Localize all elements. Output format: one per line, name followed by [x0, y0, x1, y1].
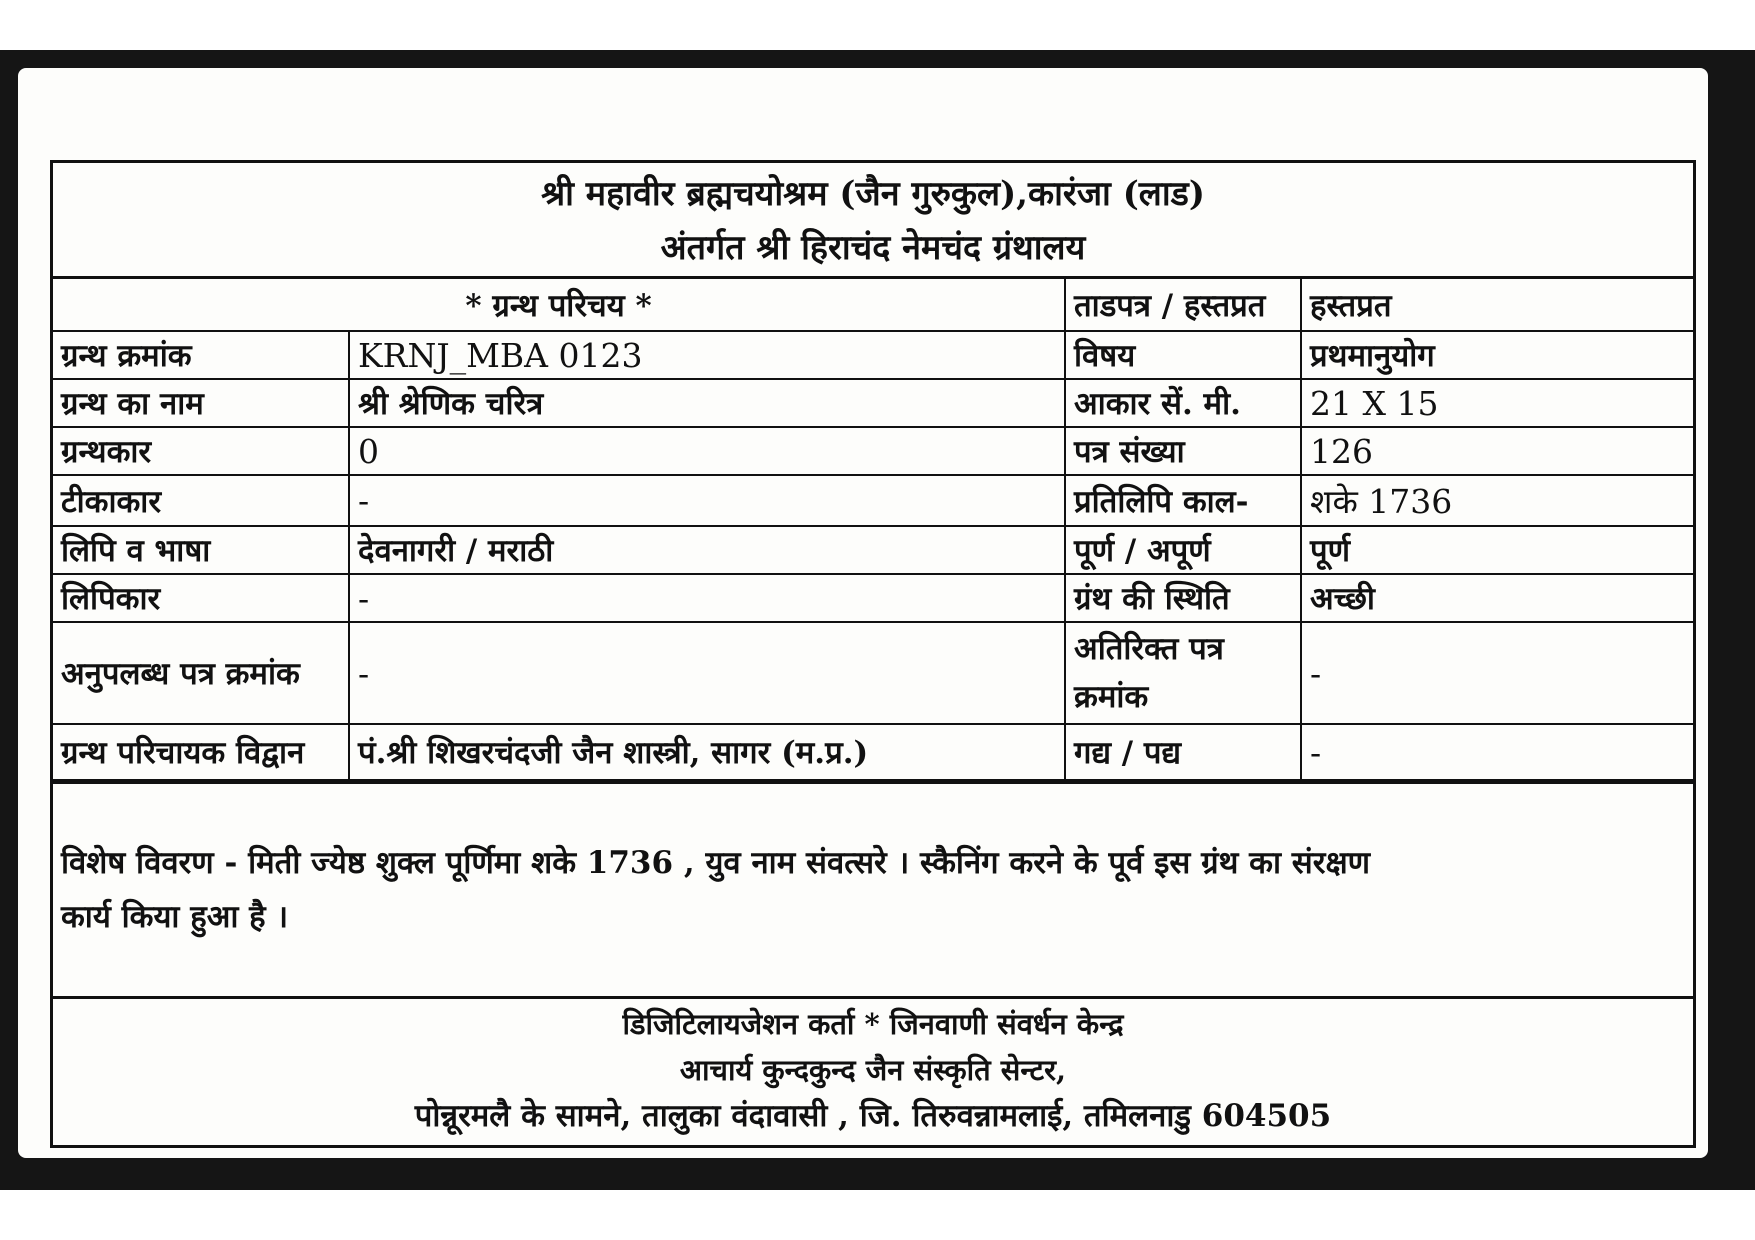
- table-row: [53, 331, 1693, 379]
- scholar-value: पं.श्री शिखरचंदजी जैन शास्त्री, सागर (म.प्र.): [349, 724, 1065, 780]
- info-table: [53, 279, 1693, 781]
- prose-verse-value: -: [1301, 724, 1693, 780]
- table-row: [53, 622, 1693, 724]
- type-label: ताडपत्र / हस्तप्रत: [1065, 279, 1301, 331]
- field-label: ग्रन्थ क्रमांक: [53, 331, 349, 379]
- scholar-label: ग्रन्थ परिचायक विद्वान: [53, 724, 349, 780]
- field-label: लिपि व भाषा: [53, 526, 349, 574]
- field-label: ग्रंथ की स्थिति: [1065, 574, 1301, 622]
- field-value: -: [349, 574, 1065, 622]
- extra-pages-label: [1065, 622, 1301, 724]
- digitization-footer: [53, 999, 1693, 1139]
- table-row: [53, 574, 1693, 622]
- document-header: [53, 163, 1693, 279]
- special-remarks: [53, 781, 1693, 999]
- remarks-line-1: विशेष विवरण - मिती ज्येष्ठ शुक्ल पूर्णिमा शके 1736 , युव नाम संवत्सरे । स्कैनिंग करने के पूर्व इस ग्रंथ का संरक्षण: [61, 845, 1371, 881]
- field-value: 126: [1301, 427, 1693, 475]
- field-value: पूर्ण: [1301, 526, 1693, 574]
- footer-address: पोन्नूरमलै के सामने, तालुका वंदावासी , जि. तिरुवन्नामलाई, तमिलनाडु 604505: [414, 1098, 1332, 1134]
- field-label: आकार सें. मी.: [1065, 379, 1301, 427]
- table-row: [53, 526, 1693, 574]
- field-value: देवनागरी / मराठी: [349, 526, 1065, 574]
- field-value: प्रथमानुयोग: [1301, 331, 1693, 379]
- missing-pages-value: -: [349, 622, 1065, 724]
- table-row: [53, 427, 1693, 475]
- remarks-line-2: कार्य किया हुआ है ।: [61, 899, 289, 935]
- field-label: प्रतिलिपि काल-: [1065, 475, 1301, 526]
- header-line-2: अंतर्गत श्री हिराचंद नेमचंद ग्रंथालय: [660, 228, 1086, 268]
- field-value: 21 X 15: [1301, 379, 1693, 427]
- field-value: -: [349, 475, 1065, 526]
- field-value: KRNJ_MBA 0123: [349, 331, 1065, 379]
- footer-line-2: आचार्य कुन्दकुन्द जैन संस्कृति सेन्टर,: [679, 1053, 1067, 1087]
- table-row: [53, 475, 1693, 526]
- field-value: श्री श्रेणिक चरित्र: [349, 379, 1065, 427]
- extra-pages-value: -: [1301, 622, 1693, 724]
- header-line-1: श्री महावीर ब्रह्मचयोश्रम (जैन गुरुकुल),कारंजा (लाड): [541, 174, 1205, 214]
- field-value: अच्छी: [1301, 574, 1693, 622]
- field-value: शके 1736: [1301, 475, 1693, 526]
- footer-line-1: डिजिटिलायजेशन कर्ता * जिनवाणी संवर्धन केन्द्र: [622, 1007, 1124, 1041]
- type-value: हस्तप्रत: [1301, 279, 1693, 331]
- field-label: विषय: [1065, 331, 1301, 379]
- prose-verse-label: गद्य / पद्य: [1065, 724, 1301, 780]
- document-border: [50, 160, 1696, 1148]
- table-row: [53, 724, 1693, 780]
- field-label: पूर्ण / अपूर्ण: [1065, 526, 1301, 574]
- field-label: ग्रन्थ का नाम: [53, 379, 349, 427]
- field-label: लिपिकार: [53, 574, 349, 622]
- field-label: टीकाकार: [53, 475, 349, 526]
- scan-frame: [0, 50, 1755, 1190]
- table-title-row: [53, 279, 1693, 331]
- extra-pages-label-line-2: क्रमांक: [1074, 679, 1149, 715]
- field-value: 0: [349, 427, 1065, 475]
- catalog-card: [18, 68, 1708, 1158]
- table-row: [53, 379, 1693, 427]
- field-label: ग्रन्थकार: [53, 427, 349, 475]
- extra-pages-label-line-1: अतिरिक्त पत्र: [1074, 631, 1224, 667]
- table-title: * ग्रन्थ परिचय *: [53, 279, 1065, 331]
- field-label: पत्र संख्या: [1065, 427, 1301, 475]
- missing-pages-label: अनुपलब्ध पत्र क्रमांक: [53, 622, 349, 724]
